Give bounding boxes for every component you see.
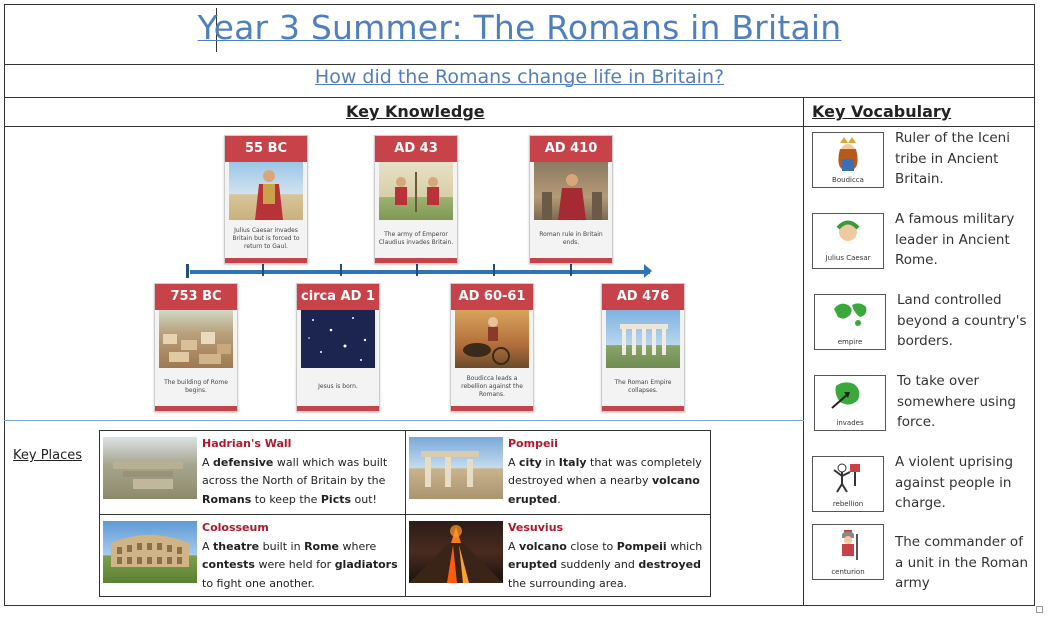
place-vesuvius — [406, 515, 712, 598]
key-places-heading: Key Places — [13, 448, 83, 463]
place-name: Pompeii — [508, 437, 558, 450]
vocab-definition: A famous military leader in Ancient Rome. — [895, 211, 1015, 268]
card-caption: Julius Caesar invades Britain but is forced to return to Gaul. — [232, 227, 300, 250]
card-date: circa AD 1 — [297, 284, 379, 310]
army-image — [379, 162, 453, 220]
temple-ruins-image — [606, 310, 680, 368]
card-caption: Boudicca leads a rebellion against the Romans. — [461, 375, 523, 398]
card-date: AD 43 — [375, 136, 457, 162]
timeline-card-ad1 — [296, 283, 380, 412]
caesar-image — [229, 162, 303, 220]
hadrians-wall-image — [103, 437, 197, 499]
timeline-start-cap — [186, 264, 189, 278]
vocab-rebellion — [810, 452, 1032, 514]
page-title: Year 3 Summer: The Romans in Britain — [197, 8, 842, 47]
timeline-bar — [190, 270, 650, 274]
vocab-word: Boudicca — [832, 176, 864, 184]
timeline-card-753bc — [154, 283, 238, 412]
heading-divider — [4, 126, 1035, 127]
place-hadrians-wall — [100, 431, 406, 514]
card-caption: The army of Emperor Claudius invades Britain. — [378, 231, 454, 246]
timeline-card-ad410 — [529, 135, 613, 264]
vocab-definition: A violent uprising against people in charge. — [895, 454, 1014, 511]
vocab-julius-caesar — [810, 209, 1032, 271]
timeline-tick — [570, 264, 572, 276]
map-icon — [814, 294, 886, 350]
vocab-invades — [810, 371, 1032, 433]
section-divider — [4, 420, 804, 421]
vocab-empire — [810, 290, 1032, 352]
protest-icon — [812, 456, 884, 512]
place-description: A city in Italy that was completely destroyed when a nearby volcano erupted. — [508, 455, 702, 506]
place-pompeii — [406, 431, 712, 514]
laurel-head-icon — [812, 213, 884, 269]
place-name: Hadrian's Wall — [202, 437, 292, 450]
colosseum-image — [103, 521, 197, 583]
rome-city-image — [159, 310, 233, 368]
timeline-card-ad60 — [450, 283, 534, 412]
vocab-word: empire — [837, 338, 863, 346]
key-places-table — [99, 430, 711, 597]
vocab-definition: The commander of a unit in the Roman army — [895, 534, 1029, 591]
vocab-word: invades — [836, 419, 864, 427]
card-date: AD 410 — [530, 136, 612, 162]
resize-handle[interactable] — [1036, 606, 1043, 613]
timeline-tick — [340, 264, 342, 276]
vesuvius-image — [409, 521, 503, 583]
card-date: 753 BC — [155, 284, 237, 310]
card-caption: Jesus is born. — [318, 383, 358, 390]
page-subtitle: How did the Romans change life in Britain? — [314, 66, 725, 88]
timeline-card-55bc — [224, 135, 308, 264]
place-name: Vesuvius — [508, 521, 564, 534]
timeline-tick — [493, 264, 495, 276]
place-description: A defensive wall which was built across the North of Britain by the Romans to keep the Picts out! — [202, 455, 388, 506]
card-caption: The Roman Empire collapses. — [614, 379, 672, 394]
card-date: AD 476 — [602, 284, 684, 310]
place-description: A theatre built in Rome where contests were held for gladiators to fight one another. — [202, 539, 398, 590]
queen-icon — [812, 132, 884, 188]
roman-rule-image — [534, 162, 608, 220]
card-date: AD 60-61 — [451, 284, 533, 310]
map-arrow-icon — [814, 375, 886, 431]
vocab-definition: Ruler of the Iceni tribe in Ancient Britain. — [895, 130, 1010, 187]
timeline-card-ad476 — [601, 283, 685, 412]
place-description: A volcano close to Pompeii which erupted suddenly and destroyed the surrounding area. — [508, 539, 703, 590]
pompeii-image — [409, 437, 503, 499]
starry-sky-image — [301, 310, 375, 368]
vocab-definition: To take over somewhere using force. — [897, 373, 1016, 430]
timeline-tick — [416, 264, 418, 276]
key-knowledge-heading: Key Knowledge — [346, 102, 485, 121]
card-caption: Roman rule in Britain ends. — [539, 231, 603, 246]
vocab-word: centurion — [831, 568, 865, 576]
column-divider — [803, 97, 804, 606]
subtitle-divider — [4, 97, 1035, 98]
chariot-image — [455, 310, 529, 368]
card-date: 55 BC — [225, 136, 307, 162]
vocab-centurion — [810, 532, 1032, 594]
title-divider — [4, 64, 1035, 65]
place-name: Colosseum — [202, 521, 269, 534]
soldier-icon — [812, 524, 884, 580]
key-vocabulary-heading: Key Vocabulary — [812, 102, 952, 121]
place-colosseum — [100, 515, 406, 598]
card-caption: The building of Rome begins. — [164, 379, 228, 394]
timeline-card-ad43 — [374, 135, 458, 264]
timeline-arrow-icon — [644, 264, 652, 278]
vocab-word: rebellion — [832, 500, 864, 508]
vocab-definition: Land controlled beyond a country's borders. — [897, 292, 1027, 349]
vocab-boudicca — [810, 128, 1032, 190]
vocab-word: Julius Caesar — [825, 254, 871, 262]
timeline-tick — [262, 264, 264, 276]
